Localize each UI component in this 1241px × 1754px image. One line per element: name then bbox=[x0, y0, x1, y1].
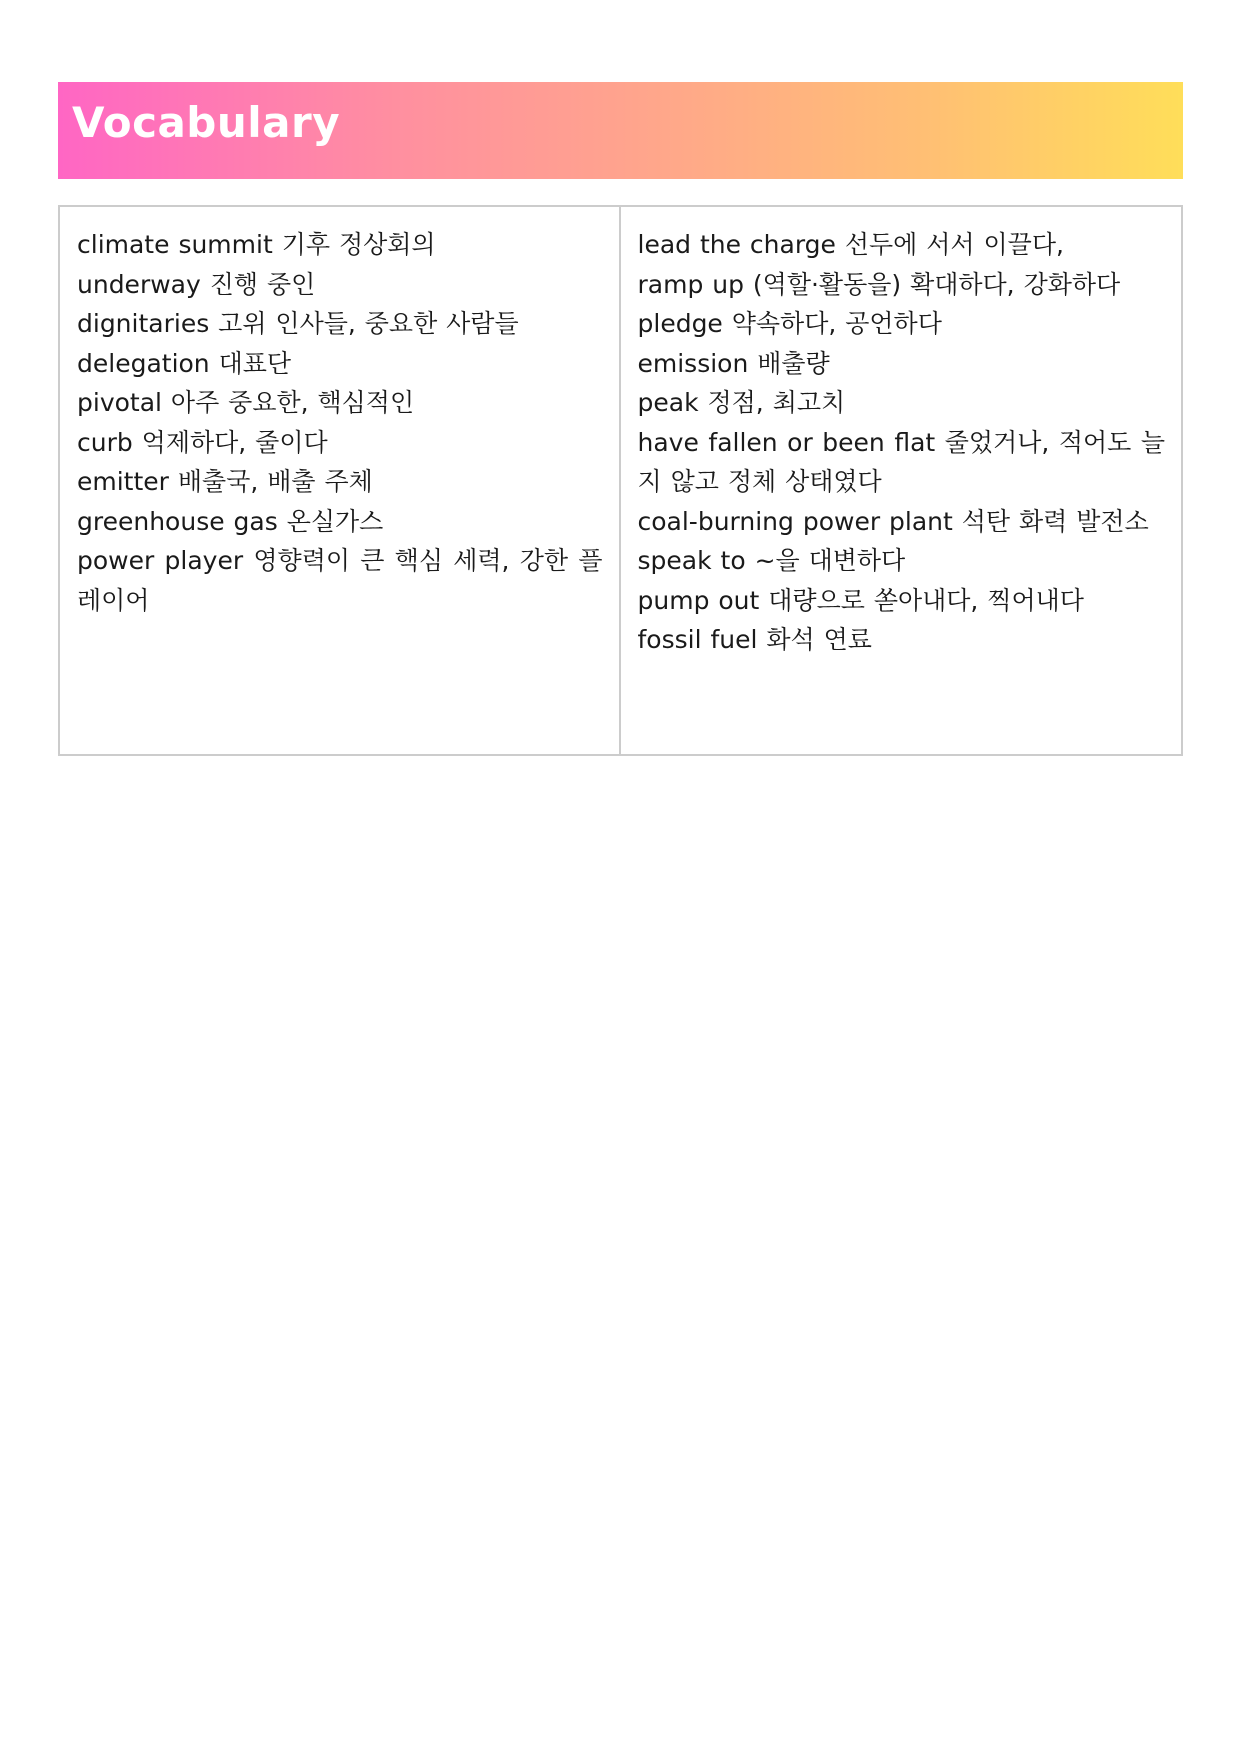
vocabulary-list-left bbox=[77, 225, 603, 620]
vocabulary-header-banner bbox=[58, 82, 1183, 179]
vocabulary-entry: dignitaries 고위 인사들, 중요한 사람들 bbox=[77, 309, 519, 338]
vocabulary-entry: curb 억제하다, 줄이다 bbox=[77, 427, 328, 457]
vocabulary-entry: fossil fuel 화석 연료 bbox=[637, 625, 872, 654]
vocabulary-entry: peak 정점, 최고치 bbox=[637, 388, 846, 417]
vocabulary-entry: emitter 배출국, 배출 주체 bbox=[77, 467, 373, 496]
vocabulary-entry: climate summit 기후 정상회의 bbox=[77, 230, 436, 259]
vocabulary-entry: pivotal 아주 중요한, 핵심적인 bbox=[77, 388, 415, 417]
vocabulary-entry: pledge 약속하다, 공언하다 bbox=[637, 309, 942, 338]
vocabulary-column-right bbox=[621, 207, 1182, 754]
vocabulary-table bbox=[58, 205, 1183, 756]
vocabulary-entry: pump out 대량으로 쏟아내다, 찍어내다 bbox=[637, 585, 1084, 615]
vocabulary-list-right bbox=[638, 225, 1166, 660]
vocabulary-entry: delegation 대표단 bbox=[77, 348, 292, 378]
vocabulary-column-left bbox=[60, 207, 621, 754]
vocabulary-entry: speak to ~을 대변하다 bbox=[637, 546, 906, 575]
vocabulary-entry: greenhouse gas 온실가스 bbox=[77, 506, 384, 536]
vocabulary-entry: have fallen or been flat 줄었거나, 적어도 늘지 않고 정체 상태였다 bbox=[637, 427, 1165, 496]
vocabulary-entry: lead the charge 선두에 서서 이끌다, bbox=[637, 230, 1064, 259]
vocabulary-entry: ramp up (역할·활동을) 확대하다, 강화하다 bbox=[637, 269, 1121, 299]
vocabulary-entry: underway 진행 중인 bbox=[77, 269, 316, 299]
vocabulary-title: Vocabulary bbox=[72, 98, 341, 147]
vocabulary-entry: emission 배출량 bbox=[637, 348, 830, 378]
vocabulary-entry: coal-burning power plant 석탄 화력 발전소 bbox=[637, 506, 1149, 536]
vocabulary-entry: power player 영향력이 큰 핵심 세력, 강한 플레이어 bbox=[77, 546, 603, 615]
